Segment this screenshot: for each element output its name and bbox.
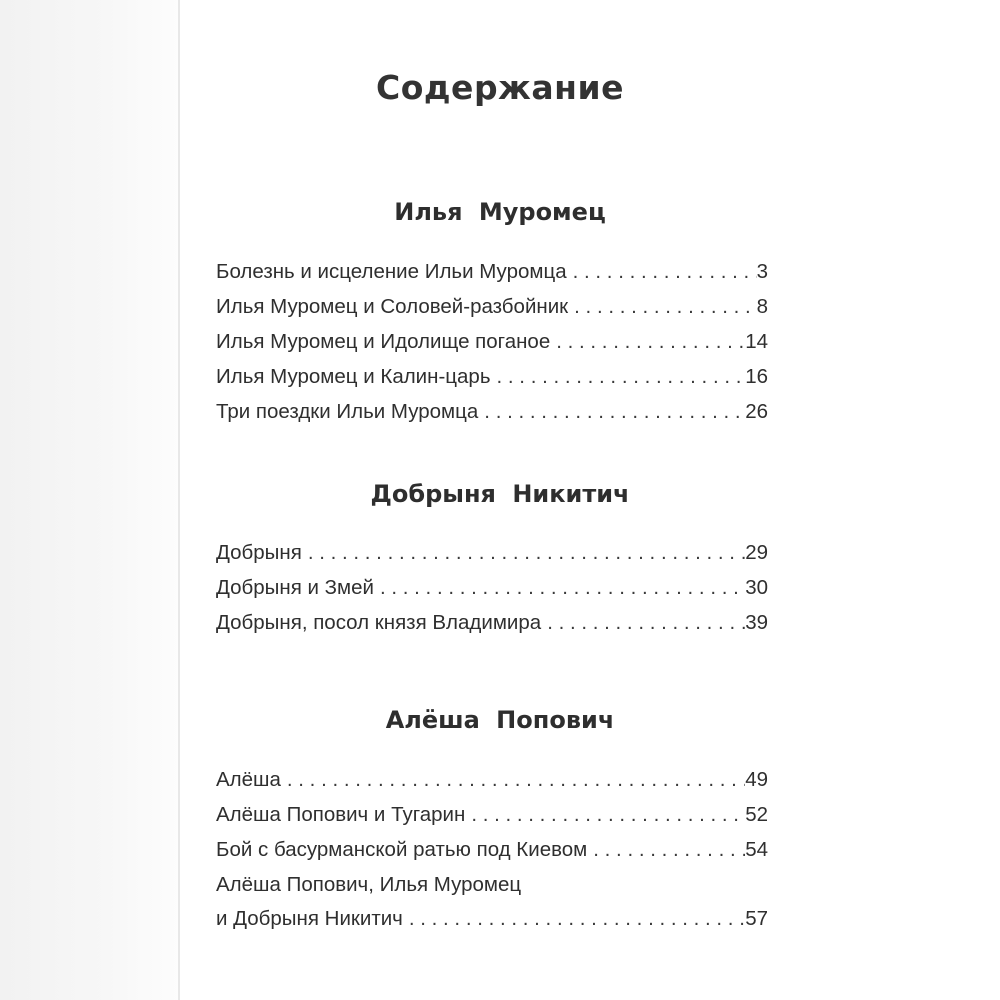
toc-page-number: 29 [745,541,768,564]
toc-entry[interactable] [216,359,768,394]
dot-leader [409,901,745,936]
toc-page-number: 3 [756,260,768,283]
toc-page-number: 39 [745,611,768,634]
toc-page-number: 52 [745,803,768,826]
toc-page-number: 57 [745,907,768,930]
toc-entry-title: Добрыня, посол князя Владимира [216,611,542,634]
dot-leader [380,570,745,605]
dot-leader [593,832,745,867]
toc-page-number: 26 [745,400,768,423]
toc-list-ilya-muromets [216,254,768,429]
section-heading-dobrynya-nikitich: Добрыня Никитич [370,480,630,508]
toc-page-number: 54 [745,838,768,861]
toc-entry[interactable] [216,289,768,324]
toc-entry[interactable] [216,832,768,867]
toc-list-dobrynya-nikitich [216,535,768,640]
toc-entry-title: Болезнь и исцеление Ильи Муромца [216,260,567,283]
toc-entry-title: Бой с басурманской ратью под Киевом [216,838,588,861]
toc-page-number: 30 [745,576,768,599]
toc-entry-title: Добрыня и Змей [216,576,374,599]
toc-page-number: 8 [756,295,768,318]
toc-list-alyosha-popovich [216,762,768,936]
toc-entry-title: Алёша [216,768,281,791]
toc-entry[interactable] [216,570,768,605]
toc-entry[interactable] [216,535,768,570]
toc-entry[interactable] [216,797,768,832]
dot-leader [287,762,745,797]
toc-entry-title: Три поездки Ильи Муромца [216,400,479,423]
dot-leader [574,289,756,324]
toc-entry-title-line-1: Алёша Попович, Илья Муромец [216,873,522,896]
toc-entry-title: Илья Муромец и Идолище поганое [216,330,551,353]
section-heading-ilya-muromets: Илья Муромец [394,198,606,226]
toc-entry-title: Алёша Попович и Тугарин [216,803,466,826]
dot-leader [556,324,745,359]
toc-page-number: 49 [745,768,768,791]
dot-leader [308,535,745,570]
toc-entry-multiline[interactable] [216,867,768,901]
toc-page-number: 16 [745,365,768,388]
toc-entry[interactable] [216,324,768,359]
dot-leader [547,605,745,640]
toc-entry[interactable] [216,254,768,289]
page-title: Содержание [376,68,624,107]
dot-leader [471,797,745,832]
toc-entry-title: Илья Муромец и Соловей-разбойник [216,295,569,318]
section-heading-alyosha-popovich: Алёша Попович [385,706,615,734]
toc-entry[interactable] [216,605,768,640]
dot-leader [497,359,746,394]
dot-leader [573,254,757,289]
toc-entry[interactable] [216,762,768,797]
toc-entry-multiline-continuation[interactable] [216,901,768,936]
toc-page-number: 14 [745,330,768,353]
toc-entry-title: Добрыня [216,541,302,564]
toc-entry-title: Илья Муромец и Калин-царь [216,365,491,388]
dot-leader [484,394,745,429]
toc-entry[interactable] [216,394,768,429]
toc-entry-title-line-2: и Добрыня Никитич [216,907,403,930]
